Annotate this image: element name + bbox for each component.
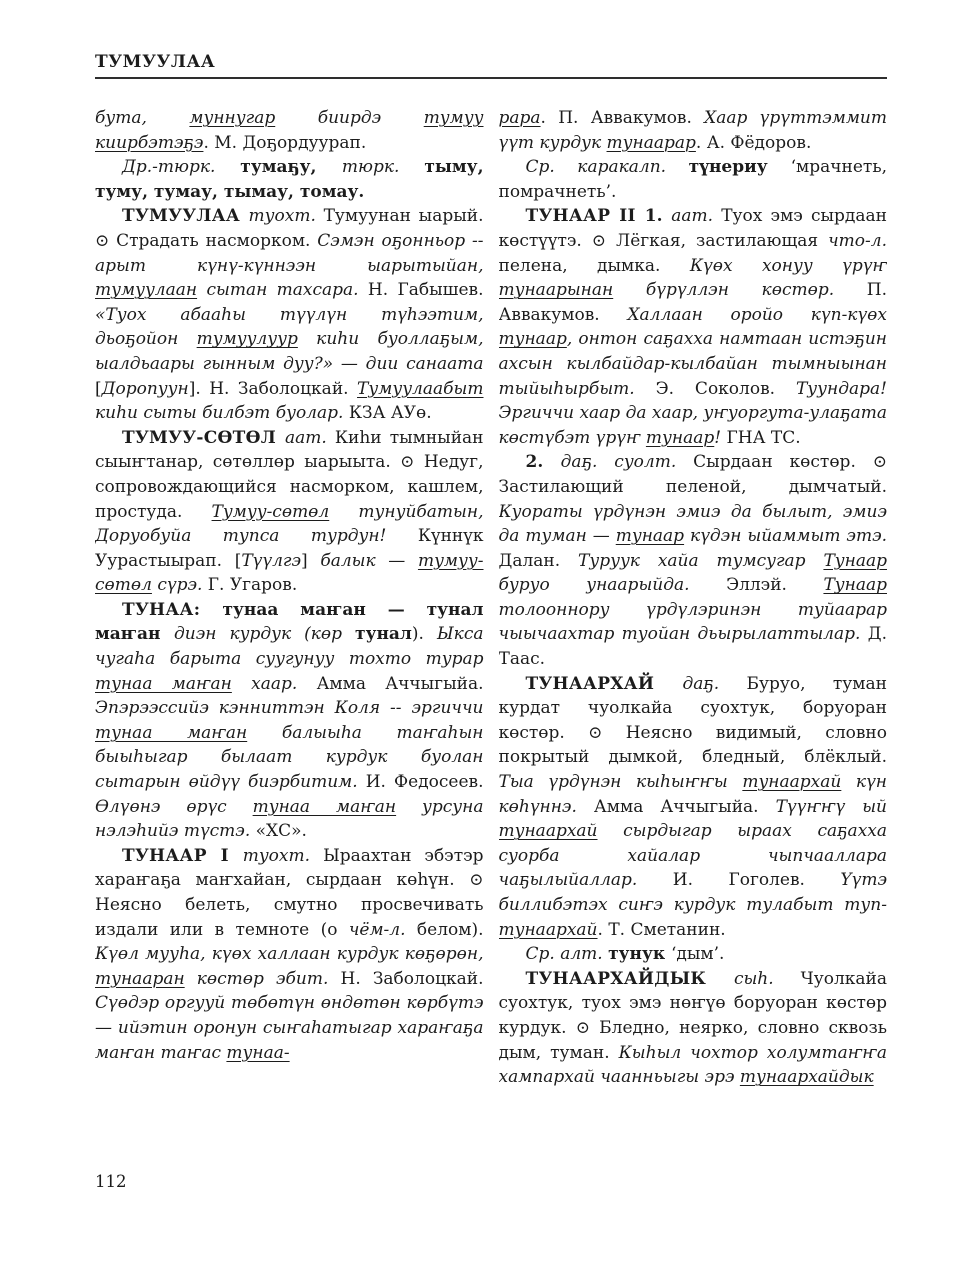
- text-run: пелена, дымка.: [498, 255, 690, 276]
- text-run: Үүтэ биллибэтэх сиҥэ курдук тулабыт туп-: [498, 870, 887, 915]
- entry-tumuu-sotol: [95, 426, 484, 598]
- continuation-paragraph: [499, 106, 888, 155]
- text-run: балыыһа таҥаһын быыһыгар былаат курдук буолан сытарын өйдүү биэрбитим.: [95, 722, 484, 793]
- text-run: күн көһүннэ.: [498, 772, 887, 817]
- text-run: буруо унаарыйда.: [498, 575, 727, 596]
- text-run: Др.-тюрк.: [122, 157, 241, 178]
- text-run: Тунаар: [823, 550, 887, 571]
- text-run: Киһи тымныйан сыыҥтанар, сөтөллөр ыарыыта. ⊙ Недуг, сопровождающийся насморком, кашлем, простуда.: [95, 427, 484, 522]
- text-run: тунаар: [615, 526, 685, 547]
- text-run: КЗА АУө.: [348, 403, 432, 424]
- text-run: Күннүк Уурастыырап. [: [95, 526, 484, 571]
- text-run: Д. Таас.: [498, 624, 887, 670]
- text-run: сүрэ.: [151, 575, 208, 596]
- text-run: Күөл мууһа, күөх халлаан курдук көҕөрөн,: [95, 944, 484, 965]
- text-run: Тумуулаабыт: [357, 378, 484, 399]
- text-run: Эпэрээссийэ кэнниттэн Коля -- эргиччи: [95, 698, 484, 719]
- text-run: 2.: [525, 452, 561, 473]
- text-run: ТУНААР I: [122, 845, 243, 866]
- etymology-note: [95, 155, 484, 204]
- text-run: Ср. каракалп.: [525, 157, 689, 178]
- text-run: Амма Аччыгыйа.: [316, 673, 484, 694]
- text-run: Туох эмэ сырдаан көстүүтэ. ⊙ Лёгкая, застилающая: [498, 206, 887, 251]
- text-run: Ср. алт.: [525, 944, 609, 965]
- text-run: рара: [498, 108, 541, 128]
- text-run: Ыкса чугаһа барыта суугунуу тохто турар: [95, 624, 484, 670]
- comparative-note: [499, 155, 888, 204]
- text-run: Доропуун: [101, 378, 189, 399]
- text-run: тунаархай: [498, 821, 598, 842]
- text-run: ‘дым’.: [671, 944, 725, 965]
- text-run: тунаа маҥан — тунал маҥан: [95, 599, 484, 645]
- text-run: Амма Аччыгыйа.: [593, 796, 776, 817]
- text-run: ТУМУУ-СӨТӨЛ: [122, 427, 285, 448]
- text-run: И. Гоголев.: [672, 870, 841, 891]
- text-run: тунаархай: [498, 919, 598, 940]
- entry-tunaar-2-sense-2: [499, 450, 888, 671]
- text-run: Түүлгэ: [241, 550, 302, 571]
- page-number: 112: [95, 1172, 127, 1191]
- text-run: Далан.: [498, 550, 578, 571]
- text-run: тунаархай: [742, 772, 842, 793]
- text-run: бүрүллэн көстөр.: [613, 280, 867, 301]
- text-run: Н. Заболоцкай.: [340, 968, 484, 989]
- header-rule: [95, 77, 887, 79]
- text-run: Кыһыл чохтор холумтаҥҥа хампархай чаанньыгы эрэ: [498, 1042, 887, 1088]
- entry-tunaa: [95, 598, 484, 844]
- text-run: . А. Фёдоров.: [695, 132, 812, 153]
- text-run: тунаа маҥан: [95, 722, 248, 743]
- text-run: тунаарынан: [498, 280, 614, 301]
- text-run: даҕ. суолт.: [560, 452, 694, 473]
- text-run: белом).: [405, 919, 484, 940]
- text-run: аат.: [671, 206, 722, 227]
- text-run: сырдыгар ыраах саҕахха суорба хайалар чыпчааллара чаҕылыйаллар.: [498, 821, 887, 891]
- text-run: Тунаар: [823, 575, 887, 596]
- text-run: Сырдаан көстөр. ⊙ Застилающий пеленой, дымчатый.: [498, 452, 887, 497]
- text-run: ТУНАА:: [122, 599, 223, 620]
- text-run: тунук: [608, 944, 672, 965]
- continuation-paragraph: [95, 106, 484, 155]
- text-run: ТУНААРХАЙ: [525, 673, 683, 694]
- text-run: туохт.: [242, 845, 324, 866]
- text-run: Өлүөнэ өрүс: [95, 796, 253, 817]
- text-run: Туруук хайа тумсугар: [578, 550, 824, 571]
- text-run: Тыа үрдүнэн кыһыҥҥы: [498, 772, 743, 793]
- text-run: Г. Угаров.: [207, 575, 298, 596]
- text-run: И. Федосеев.: [365, 772, 484, 793]
- entry-tunaarkhay: [499, 672, 888, 943]
- text-run: Сэмэн оҕонньор -- арыт күнү-күннээн ыарытыйан,: [95, 230, 484, 276]
- text-run: . Т. Сметанин.: [597, 919, 726, 940]
- text-run: диэн курдук (көр: [174, 624, 356, 645]
- text-run: [: [95, 378, 102, 399]
- text-run: күдэн ыйаммыт этэ.: [684, 526, 887, 547]
- text-run: тунаархайдык: [739, 1067, 874, 1088]
- entry-tunaar-2-sense-1: [499, 204, 888, 450]
- text-run: Туундара! Эргиччи хаар да хаар, уҥуоргута-улаҕата көстүбэт үрүҥ: [498, 378, 887, 448]
- text-run: Буруо, туман курдат чуолкайа суохтук, боруоран көстөр. ⊙ Неясно видимый, словно покрытый дымкой, бледный, блёклый.: [498, 673, 887, 768]
- text-run: что-л.: [828, 230, 887, 251]
- text-run: Чуолкайа суохтук, туох эмэ нөҥүө боруоран көстөр курдук. ⊙ Бледно, неярко, словно сквозь дым, туман.: [498, 968, 887, 1063]
- text-run: тунал: [355, 624, 412, 645]
- text-run: П. Аввакумов.: [498, 280, 887, 325]
- running-head: ТУМУУЛАА: [95, 52, 216, 72]
- text-run: балык —: [320, 550, 418, 571]
- text-run: тумуу-сөтөл: [95, 550, 484, 596]
- text-run: тыму, туму, тумау, тымау, томау.: [95, 157, 484, 202]
- text-run: тюрк.: [341, 157, 425, 178]
- text-run: урсуна нэлэһийэ түстэ.: [95, 796, 484, 842]
- text-run: бута,: [95, 108, 190, 128]
- text-run: тунуйбатын, Доруобуйа тупса турдун!: [95, 501, 484, 547]
- text-run: Тумуунан ыарый. ⊙ Страдать насморком.: [95, 206, 484, 251]
- text-run: ТУНААР II: [525, 206, 645, 227]
- text-run: Тумуу-сөтөл: [211, 501, 330, 522]
- text-run: киһи сыты билбэт буолар.: [95, 403, 349, 424]
- text-run: Күөх хонуу үрүҥ: [689, 255, 887, 276]
- text-run: тунаарар: [606, 132, 696, 153]
- text-run: тумуулаан: [95, 280, 198, 301]
- text-run: тунаар: [498, 329, 567, 350]
- text-run: Эллэй.: [726, 575, 824, 596]
- comparative-note: [499, 942, 888, 967]
- text-run: Түүҥҥү ый: [775, 796, 887, 817]
- text-run: көстөр эбит.: [184, 968, 341, 989]
- text-run: тунаар: [645, 427, 715, 448]
- text-run: чём-л.: [348, 919, 406, 940]
- text-run: ТУНААРХАЙДЫК: [525, 968, 734, 989]
- text-run: Э. Соколов.: [655, 378, 796, 399]
- text-run: !: [714, 427, 727, 448]
- text-run: хаар.: [231, 673, 317, 694]
- text-run: киһи буоллаҕым, ыалдьаары гынным дуу?» — дии санаата: [95, 329, 484, 374]
- text-run: 1.: [644, 206, 672, 227]
- text-run: толооннору үрдүлэринэн туйаарар чыычаахтар туойан дьырылаттылар.: [498, 599, 887, 645]
- text-run: тунаа маҥан: [95, 673, 232, 694]
- text-run: аат.: [284, 427, 335, 448]
- text-run: ]: [301, 550, 321, 571]
- text-run: тунаа маҥан: [252, 796, 397, 817]
- text-run: «ХС».: [255, 821, 307, 842]
- text-run: Сүөдэр оргууй төбөтүн өндөтөн көрбүтэ — ийэтин оронун сыҥаһатыгар хараҥаҕа маҥан таҥас: [95, 993, 484, 1063]
- text-run: тунаа-: [226, 1042, 290, 1063]
- entry-tunaarkhaydyk: [499, 967, 888, 1090]
- text-run: . П. Аввакумов.: [540, 108, 705, 128]
- text-run: Хаар үрүттэммит үүт курдук: [498, 108, 887, 153]
- text-run: ).: [411, 624, 437, 645]
- entry-tumuulaa: [95, 204, 484, 425]
- text-run: тумуу киирбэтэҕэ: [95, 108, 484, 153]
- entry-tunaar-1: [95, 844, 484, 1065]
- text-run: . М. Доҕордуурап.: [203, 132, 367, 153]
- text-run: ТУМУУЛАА: [122, 206, 249, 227]
- text-run: «Туох абааһы түүлүн түһээтим, дьоҕойон: [95, 304, 484, 350]
- right-column: [499, 106, 888, 1178]
- text-run: , онтон саҕахха намтаан истэҕин ахсын кылбайдар-кылбайан тымныынан тыйыһырбыт.: [498, 329, 887, 399]
- text-run: Н. Габышев.: [367, 280, 484, 301]
- text-run: сытан тахсара.: [197, 280, 368, 301]
- text-run: Халлаан оройо күп-күөх: [627, 304, 887, 325]
- text-run: ]. Н. Заболоцкай.: [188, 378, 358, 399]
- text-run: туохт.: [248, 206, 324, 227]
- text-run: тумаҕу,: [240, 157, 342, 178]
- text-run: сыһ.: [733, 968, 801, 989]
- left-column: [95, 106, 484, 1178]
- text-run: Куораты үрдүнэн эмиэ да былыт, эмиэ да туман —: [498, 501, 887, 547]
- text-run: Ыраахтан эбэтэр хараҥаҕа маҥхайан, сырдаан көһүн. ⊙ Неясно белеть, смутно просвечивать издали или в темноте (о: [95, 845, 484, 940]
- text-run: тунааран: [95, 968, 185, 989]
- text-columns: [95, 106, 887, 1178]
- text-run: биирдэ: [275, 108, 424, 128]
- text-run: ‘мрачнеть, помрачнеть’.: [498, 157, 887, 202]
- text-run: түнериу: [688, 157, 791, 178]
- text-run: тумуулуур: [196, 329, 298, 350]
- text-run: муннугар: [189, 108, 276, 128]
- text-run: даҕ.: [682, 673, 747, 694]
- text-run: ГНА ТС.: [726, 427, 801, 448]
